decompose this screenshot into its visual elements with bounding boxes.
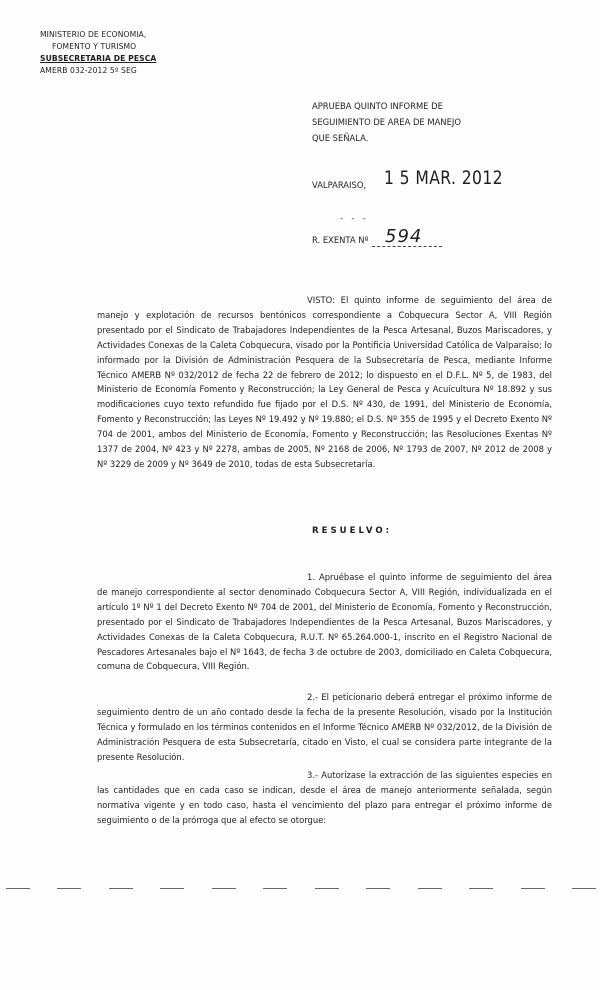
- visto-paragraph: [97, 293, 552, 472]
- point-1-paragraph: [97, 570, 552, 674]
- page-footer-dashes: [6, 888, 596, 889]
- point-2-paragraph: [97, 690, 552, 765]
- point-3-paragraph: [97, 768, 552, 828]
- header-ministry: MINISTERIO DE ECONOMIA,: [40, 30, 147, 39]
- point-1-text: 1. Apruébase el quinto informe de seguimiento del área de manejo correspondiente al sector denominado Cobquecura Sector A, VIII Región, individualizada en el artículo 1º Nº 1 del Decreto Exento Nº 704 de 2001, del Ministerio de Economía, Fomento y Reconstrucción, presentado por el Sindicato de Trabajadores Independientes de la Pesca Artesanal, Buzos Mariscadores, y Actividades Conexas de la Caleta Cobquecura, R.U.T. Nº 65.264.000-1, inscrito en el Registro Nacional de Pescadores Artesanales bajo el Nº 1643, de fecha 3 de octubre de 2003, domiciliado en Caleta Cobquecura, comuna de Cobquecura, VIII Región.: [97, 572, 552, 672]
- resolution-subject: APRUEBA QUINTO INFORME DE SEGUIMIENTO DE AREA DE MANEJO QUE SEÑALA.: [312, 101, 461, 143]
- header-subsecretaria: SUBSECRETARIA DE PESCA: [40, 54, 157, 63]
- decorative-dashes: - - -: [340, 214, 369, 223]
- resolution-label: R. EXENTA Nº: [312, 235, 369, 245]
- resolution-number: 594: [385, 226, 423, 247]
- place-label: VALPARAISO,: [312, 180, 367, 190]
- resuelvo-heading: RESUELVO:: [312, 526, 393, 536]
- point-2-text: 2.- El peticionario deberá entregar el próximo informe de seguimiento dentro de un año contado desde la fecha de la presente Resolución, visado por la Institución Técnica y formulado en los términos contenidos en el Informe Técnico AMERB Nº 032/2012, de la División de Administración Pesquera de esta Subsecretaría, citado en Visto, el cual se considera parte integrante de la presente Resolución.: [97, 692, 552, 762]
- header-ministry-sub: FOMENTO Y TURISMO: [52, 42, 137, 51]
- point-3-text: 3.- Autorízase la extracción de las siguientes especies en las cantidades que en cada caso se indican, desde el área de manejo anteriormente señalada, según normativa vigente y en todo caso, hasta el vencimiento del plazo para entregar el próximo informe de seguimiento o de la prórroga que al efecto se otorgue:: [97, 770, 552, 825]
- date-stamp: 1 5 MAR. 2012: [384, 167, 503, 189]
- visto-text: VISTO: El quinto informe de seguimiento del área de manejo y explotación de recursos bentónicos correspondiente a Cobquecura Sector A, VIII Región presentado por el Sindicato de Trabajadores Independientes de la Pesca Artesanal, Buzos Mariscadores, y Actividades Conexas de la Caleta Cobquecura, visado por la Pontificia Universidad Católica de Valparaíso; lo informado por la División de Administración Pesquera de la Subsecretaría de Pesca, mediante Informe Técnico AMERB Nº 032/2012 de fecha 22 de febrero de 2012; lo dispuesto en el D.F.L. Nº 5, de 1983, del Ministerio de Economía Fomento y Reconstrucción; la Ley General de Pesca y Acuicultura Nº 18.892 y sus modificaciones cuyo texto refundido fue fijado por el D.S. Nº 430, de 1991, del Ministerio de Economía, Fomento y Reconstrucción; las Leyes Nº 19.492 y Nº 19.880; el D.S. Nº 355 de 1995 y el Decreto Exento Nº 704 de 2001, ambos del Ministerio de Economía, Fomento y Reconstrucción; las Resoluciones Exentas Nº 1377 de 2004, Nº 423 y Nº 2278, ambas de 2005, Nº 2168 de 2006, Nº 1793 de 2007, Nº 2012 de 2008 y Nº 3229 de 2009 y Nº 3649 de 2010, todas de esta Subsecretaría.: [97, 295, 552, 469]
- header-reference: AMERB 032-2012 5º SEG: [40, 66, 137, 75]
